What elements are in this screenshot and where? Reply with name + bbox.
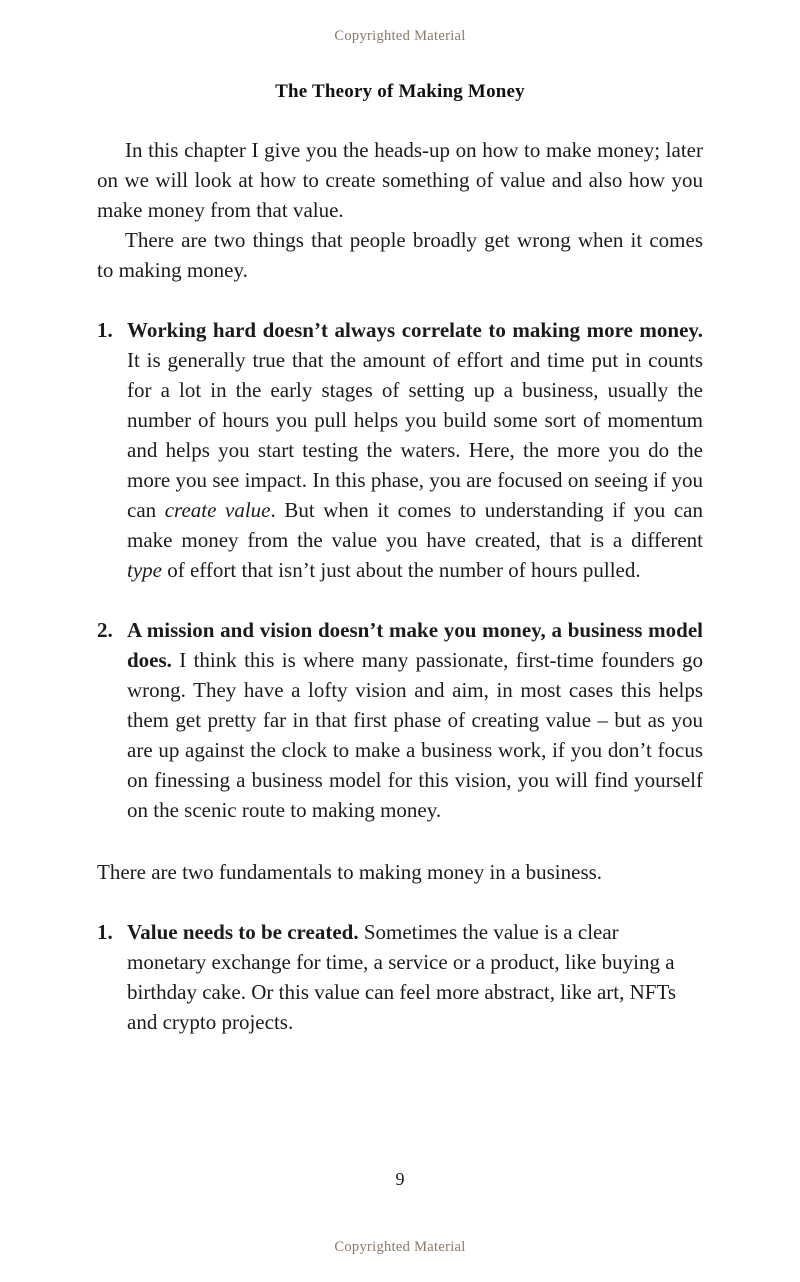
list-number: 1. [97, 920, 113, 944]
list-item-lead: Working hard doesn’t always correlate to making more money. [127, 318, 703, 342]
list-item-working-hard [97, 315, 703, 585]
list-item-lead: A mission and vision doesn’t make you money, a business model does. [127, 618, 703, 672]
list-item-text-part: I think this is where many passionate, first-time founders go wrong. They have a lofty vision and aim, in most cases this helps them get pretty far in that first phase of creating value – but as you are up against the clock to make a business work, if you don’t focus on finessing a business model for this vision, you will find yourself on the scenic route to making money. [127, 648, 703, 822]
list-item-text [127, 315, 703, 585]
list-item-value-created [97, 917, 703, 1037]
list-number: 2. [97, 618, 113, 642]
list-item-text-part: . But when it comes to understanding if you can make money from the value you have created, that is a different [127, 498, 703, 552]
copyright-notice-top: Copyrighted Material [334, 28, 466, 44]
list-item-lead: Value needs to be created. [127, 920, 359, 944]
chapter-title: The Theory of Making Money [275, 81, 525, 102]
list-item-mission-vision [97, 615, 703, 825]
list-item-text-part: of effort that isn’t just about the number of hours pulled. [161, 558, 641, 582]
list-item-text [127, 615, 703, 825]
copyright-notice-bottom: Copyrighted Material [334, 1239, 466, 1255]
list-item-text [127, 917, 703, 1037]
ordered-list-wrong-things [97, 315, 703, 825]
italic-phrase-type: type [127, 558, 162, 582]
paragraph-two-things: There are two things that people broadly get wrong when it comes to making money. [97, 228, 703, 282]
italic-phrase-create-value: create value [164, 498, 271, 522]
ordered-list-fundamentals [97, 917, 703, 1037]
list-item-text-part: It is generally true that the amount of effort and time put in counts for a lot in the early stages of setting up a business, usually the number of hours you pull helps you build some sort of momentum and helps you start testing the waters. Here, the more you do the more you see impact. In this phase, you are focused on seeing if you can [127, 348, 703, 522]
list-item-text-part: Sometimes the value is a clear monetary exchange for time, a service or a product, like buying a birthday cake. Or this value can feel more abstract, like art, NFTs and crypto projects. [127, 920, 676, 1034]
page-content [0, 81, 800, 1037]
paragraph-fundamentals: There are two fundamentals to making money in a business. [97, 860, 603, 884]
list-number: 1. [97, 318, 113, 342]
page-number: 9 [395, 1169, 405, 1189]
paragraph-intro: In this chapter I give you the heads-up on how to make money; later on we will look at how to create something of value and also how you make money from that value. [97, 138, 703, 222]
